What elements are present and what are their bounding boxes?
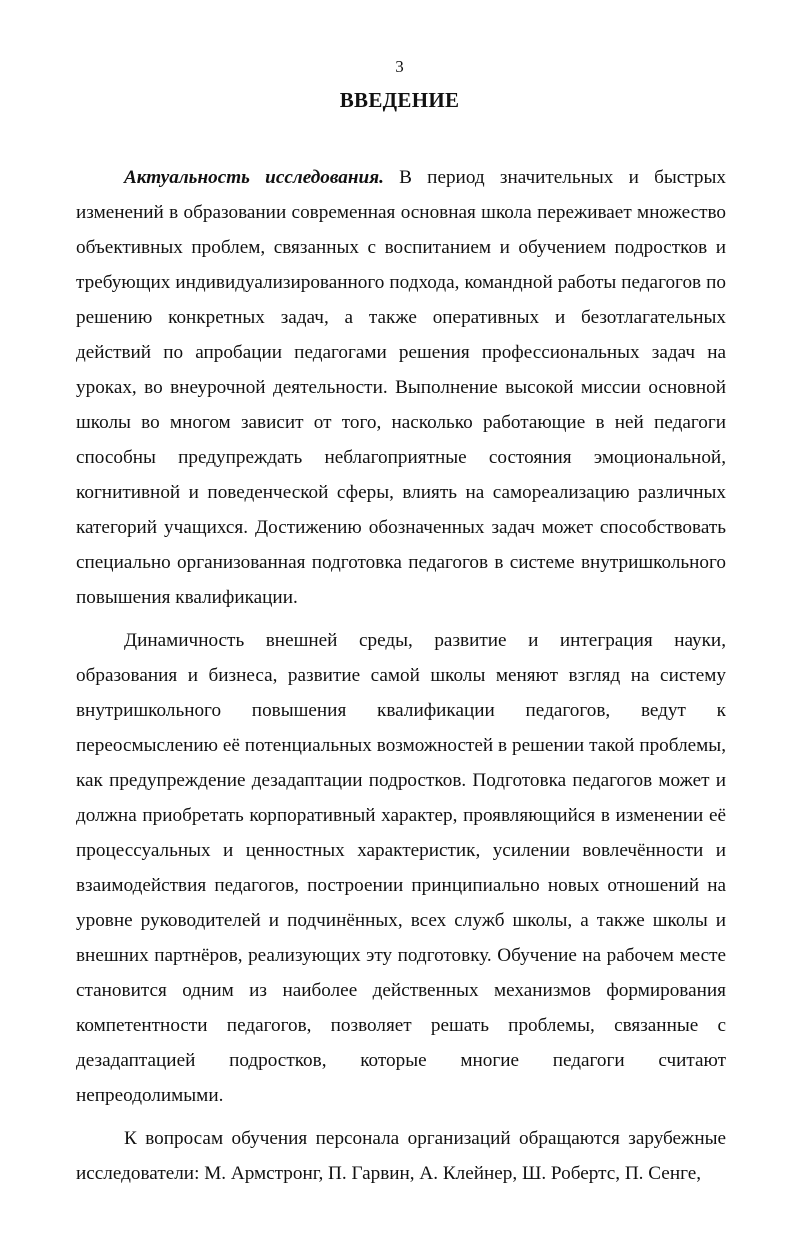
paragraph-researchers — [76, 1121, 726, 1191]
paragraph-text: Динамичность внешней среды, развитие и интеграция науки, образования и бизнеса, развитие самой школы меняют взгляд на систему внутришкольного повышения квалификации педагогов, ведут к переосмыслению её потенциальных возможностей в решении такой проблемы, как предупреждение дезадаптации подростков. Подготовка педагогов может и должна приобретать корпоративный характер, проявляющийся в изменении её процессуальных и ценностных характеристик, усилении вовлечённости и взаимодействия педагогов, построении принципиально новых отношений на уровне руководителей и подчинённых, всех служб школы, а также школы и внешних партнёров, реализующих эту подготовку. Обучение на рабочем месте становится одним из наиболее действенных механизмов формирования компетентности педагогов, позволяет решать проблемы, связанные с дезадаптацией подростков, которые многие педагоги считают непреодолимыми. — [76, 630, 726, 1106]
paragraph-relevance — [76, 160, 726, 615]
paragraph-text: В период значительных и быстрых изменений в образовании современная основная школа переживает множество объективных проблем, связанных с воспитанием и обучением подростков и требующих индивидуализированного подхода, командной работы педагогов по решению конкретных задач, а также оперативных и безотлагательных действий по апробации педагогами решения профессиональных задач на уроках, во внеурочной деятельности. Выполнение высокой миссии основной школы во многом зависит от того, насколько работающие в ней педагоги способны предупреждать неблагоприятные состояния эмоциональной, когнитивной и поведенческой сферы, влиять на самореализацию различных категорий учащихся. Достижению обозначенных задач может способствовать специально организованная подготовка педагогов в системе внутришкольного повышения квалификации. — [76, 167, 726, 608]
paragraph-lead: Актуальность исследования. — [124, 167, 384, 188]
page-title: ВВЕДЕНИЕ — [339, 88, 460, 112]
paragraph-dynamics — [76, 623, 726, 1113]
page-number: 3 — [395, 57, 404, 76]
body-text — [76, 160, 726, 1191]
paragraph-text: К вопросам обучения персонала организаций обращаются зарубежные исследователи: М. Армстронг, П. Гарвин, А. Клейнер, Ш. Робертс, П. Сенге, — [76, 1128, 726, 1184]
